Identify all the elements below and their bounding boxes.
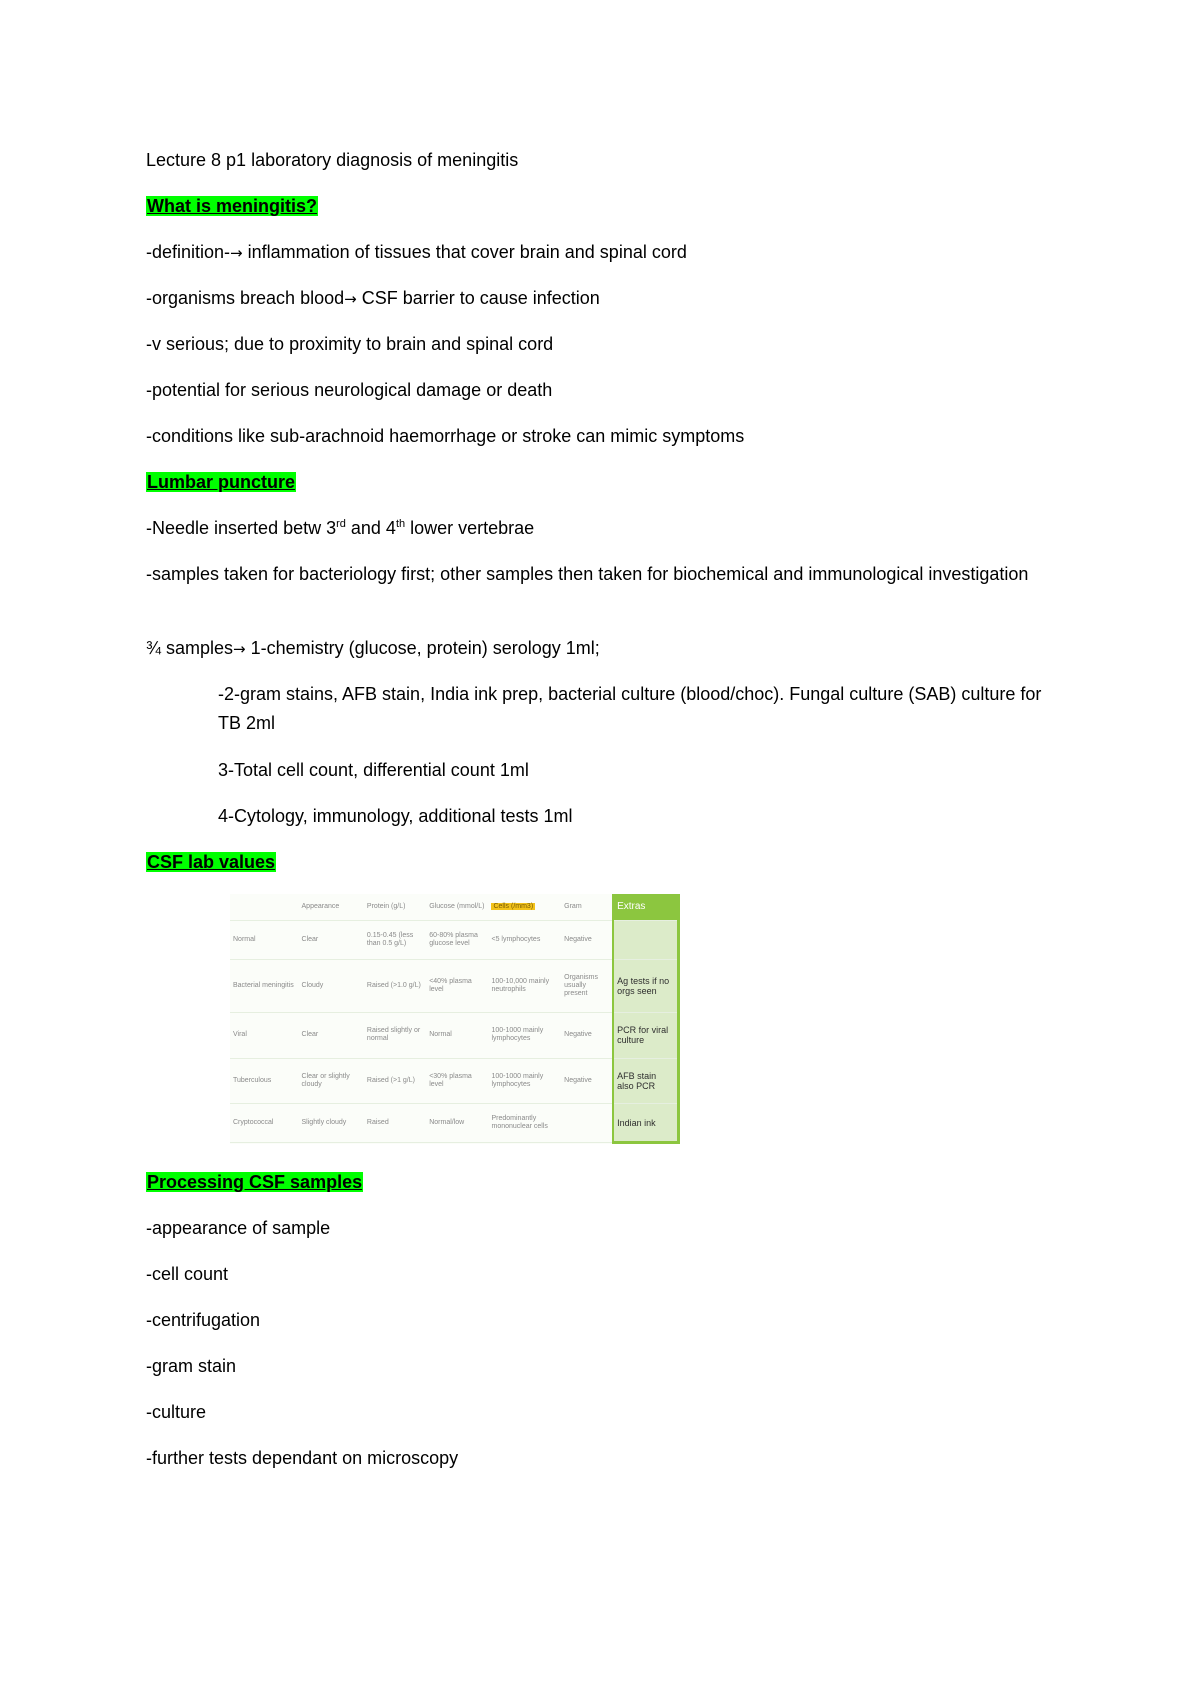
table-cell: Clear or slightly cloudy	[299, 1058, 364, 1104]
table-cell: Negative	[561, 1012, 613, 1058]
table-cell: 0.15-0.45 (less than 0.5 g/L)	[364, 921, 426, 960]
table-cell: Viral	[230, 1012, 299, 1058]
section-heading-what-is	[146, 194, 318, 218]
csf-lab-values-table	[230, 894, 680, 1144]
tube-2-line: -2-gram stains, AFB stain, India ink prep, bacterial culture (blood/choc). Fungal culture (SAB) culture for TB 2ml	[218, 684, 1042, 733]
table-row	[230, 1012, 679, 1058]
table-cell: 100-10,000 mainly neutrophils	[488, 959, 561, 1012]
table-cell: Raised slightly or normal	[364, 1012, 426, 1058]
table-row	[230, 921, 679, 960]
table-cell: Clear	[299, 1012, 364, 1058]
table-cell: Cloudy	[299, 959, 364, 1012]
table-cell: Bacterial meningitis	[230, 959, 299, 1012]
table-cell: Normal/low	[426, 1104, 488, 1143]
table-cell	[561, 1104, 613, 1143]
serious-line: -v serious; due to proximity to brain and spinal cord	[146, 334, 554, 354]
table-cell-extras: AFB stain also PCR	[613, 1058, 678, 1104]
list-item: -gram stain	[146, 1356, 237, 1376]
table-cell: Raised (>1.0 g/L)	[364, 959, 426, 1012]
section-heading-csf	[146, 850, 276, 874]
table-header-row	[230, 894, 679, 921]
table-cell: Appearance	[299, 894, 364, 921]
table-cell: <5 lymphocytes	[488, 921, 561, 960]
table-cell-extras	[613, 921, 678, 960]
table-cell: Glucose (mmol/L)	[426, 894, 488, 921]
table-cell: Cells (/mm3)	[488, 894, 561, 921]
table-row	[230, 1058, 679, 1104]
section-heading-processing	[146, 1170, 363, 1194]
table-cell	[230, 894, 299, 921]
table-cell: 60-80% plasma glucose level	[426, 921, 488, 960]
table-cell: Gram	[561, 894, 613, 921]
table-cell: Organisms usually present	[561, 959, 613, 1012]
table-cell: Tuberculous	[230, 1058, 299, 1104]
table-cell: Protein (g/L)	[364, 894, 426, 921]
table-cell: Normal	[426, 1012, 488, 1058]
list-item: -culture	[146, 1402, 207, 1422]
right-arrow-icon: →	[344, 290, 357, 308]
table-cell: 100-1000 mainly lymphocytes	[488, 1012, 561, 1058]
table-cell: 100-1000 mainly lymphocytes	[488, 1058, 561, 1104]
right-arrow-icon: →	[230, 244, 243, 262]
table-cell-extras: PCR for viral culture	[613, 1012, 678, 1058]
tube-4-line: 4-Cytology, immunology, additional tests 1ml	[218, 806, 573, 826]
list-item: -further tests dependant on microscopy	[146, 1448, 459, 1468]
tubes-line: ¾ samples→ 1-chemistry (glucose, protein) serology 1ml;	[146, 638, 600, 658]
heading-text: Lumbar puncture	[147, 472, 296, 492]
right-arrow-icon: →	[233, 640, 246, 658]
heading-text: Processing CSF samples	[147, 1172, 363, 1192]
list-item: -appearance of sample	[146, 1218, 331, 1238]
needle-line: -Needle inserted betw 3rd and 4th lower vertebrae	[146, 518, 535, 538]
list-item: -centrifugation	[146, 1310, 261, 1330]
table-cell: <40% plasma level	[426, 959, 488, 1012]
table-cell: Cryptococcal	[230, 1104, 299, 1143]
table-cell: Raised	[364, 1104, 426, 1143]
table-row	[230, 1104, 679, 1143]
table-cell-extras: Ag tests if no orgs seen	[613, 959, 678, 1012]
heading-text: What is meningitis?	[147, 196, 318, 216]
samples-line: -samples taken for bacteriology first; other samples then taken for biochemical and immunological investigation	[146, 564, 1029, 584]
mimic-line: -conditions like sub-arachnoid haemorrhage or stroke can mimic symptoms	[146, 426, 745, 446]
table-cell: <30% plasma level	[426, 1058, 488, 1104]
table-cell: Negative	[561, 1058, 613, 1104]
document-title: Lecture 8 p1 laboratory diagnosis of meningitis	[146, 150, 519, 170]
table-cell: Clear	[299, 921, 364, 960]
table-cell: Normal	[230, 921, 299, 960]
table-cell: Raised (>1 g/L)	[364, 1058, 426, 1104]
definition-line: -definition-→ inflammation of tissues that cover brain and spinal cord	[146, 242, 687, 262]
table-cell-extras: Indian ink	[613, 1104, 678, 1143]
organisms-line: -organisms breach blood→ CSF barrier to cause infection	[146, 288, 600, 308]
table-cell: Predominantly mononuclear cells	[488, 1104, 561, 1143]
table-row	[230, 959, 679, 1012]
tube-3-line: 3-Total cell count, differential count 1ml	[218, 760, 529, 780]
heading-text: CSF lab values	[147, 852, 276, 872]
section-heading-lumbar	[146, 470, 296, 494]
table-cell-extras: Extras	[613, 894, 678, 921]
table-cell: Slightly cloudy	[299, 1104, 364, 1143]
damage-line: -potential for serious neurological damage or death	[146, 380, 553, 400]
list-item: -cell count	[146, 1264, 229, 1284]
table-cell: Negative	[561, 921, 613, 960]
